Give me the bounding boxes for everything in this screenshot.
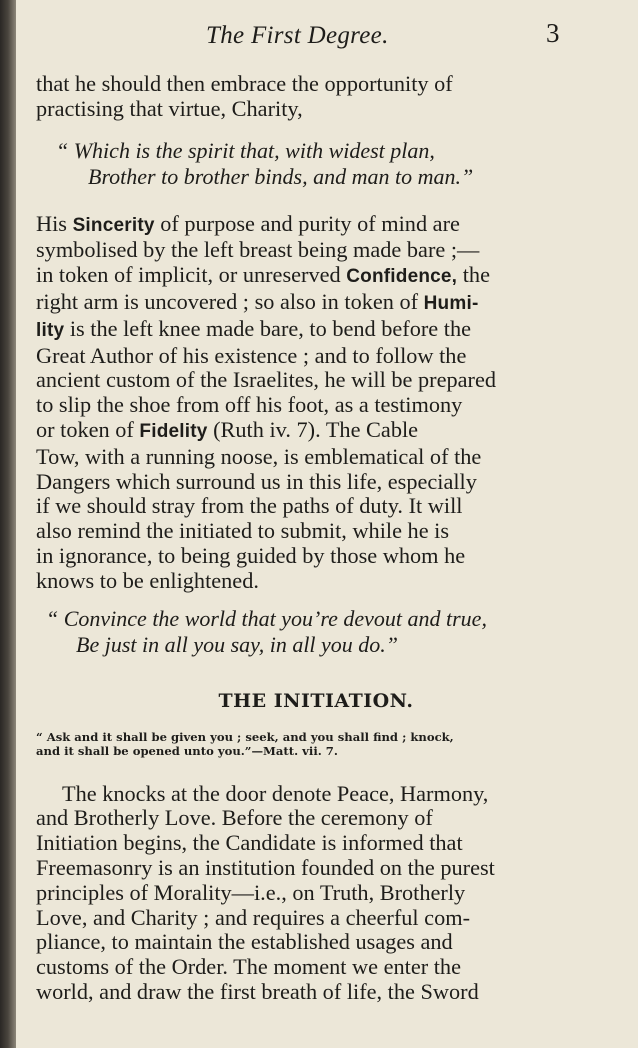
verse-line: “ Convince the world that you’re devout and true, [46, 605, 487, 631]
text-line [36, 393, 596, 418]
symbolism-paragraph [36, 212, 596, 594]
text-line: and Brotherly Love. Before the ceremony of [36, 805, 433, 831]
text-run: symbolised by the left breast being made bare ;— [36, 237, 480, 263]
verse-quote-convince [36, 606, 596, 658]
text-line: practising that virtue, Charity, [36, 95, 303, 121]
text-line [36, 368, 596, 393]
text-run: right arm is uncovered ; so also in token of [36, 288, 424, 314]
verse-line: Be just in all you say, in all you do.” [76, 631, 399, 657]
keyword: Humi- [423, 292, 479, 314]
text-line [36, 290, 596, 317]
text-line [36, 445, 596, 470]
text-run: (Ruth iv. 7). The Cable [207, 416, 419, 442]
text-line: The knocks at the door denote Peace, Harmony, [62, 780, 489, 806]
text-line [36, 470, 596, 495]
text-run: Dangers which surround us in this life, especially [36, 468, 477, 494]
text-line [36, 344, 596, 369]
text-run: in ignorance, to being guided by those whom he [36, 542, 466, 568]
keyword: Fidelity [139, 420, 208, 442]
text-line [36, 317, 596, 344]
text-line [36, 519, 596, 544]
initiation-paragraph [36, 782, 596, 1005]
text-line [36, 263, 596, 290]
text-run: to slip the shoe from off his foot, as a testimony [36, 392, 463, 418]
text-line [36, 238, 596, 263]
text-line [36, 544, 596, 569]
text-run: is the left knee made bare, to bend before the [64, 315, 472, 341]
verse-line: Brother to brother binds, and man to man.” [88, 163, 474, 189]
text-line: that he should then embrace the opportunity of [36, 71, 453, 96]
section-heading: THE INITIATION. [218, 689, 414, 712]
keyword: Sincerity [72, 214, 155, 236]
text-line [36, 418, 596, 445]
text-run: His [36, 210, 73, 236]
running-head-title: The First Degree. [206, 22, 389, 49]
book-page [16, 0, 638, 1048]
scripture-epigraph [36, 730, 596, 758]
keyword: lity [36, 319, 65, 341]
epigraph-line: and it shall be opened unto you.”—Matt. vii. 7. [36, 743, 338, 758]
book-spine-shadow [0, 0, 16, 1048]
text-run: knows to be enlightened. [36, 567, 259, 593]
text-line: customs of the Order. The moment we enter the [36, 954, 461, 980]
text-run: Tow, with a running noose, is emblematical of the [36, 443, 482, 469]
text-line: Initiation begins, the Candidate is informed that [36, 830, 463, 856]
page-number: 3 [546, 18, 560, 48]
text-run: if we should stray from the paths of duty. It will [36, 493, 463, 519]
text-line [36, 494, 596, 519]
running-head [16, 18, 638, 58]
text-line: world, and draw the first breath of life, the Sword [36, 978, 479, 1004]
text-run: also remind the initiated to submit, while he is [36, 518, 450, 544]
text-run: in token of implicit, or unreserved [36, 262, 347, 288]
text-line: Freemasonry is an institution founded on the purest [36, 854, 495, 880]
keyword: Confidence, [346, 266, 458, 288]
text-line: pliance, to maintain the established usages and [36, 929, 453, 955]
verse-line: “ Which is the spirit that, with widest plan, [56, 137, 435, 163]
text-run: the [457, 262, 490, 288]
page-body [36, 72, 596, 1005]
text-run: Great Author of his existence ; and to follow the [36, 342, 467, 368]
intro-text [36, 72, 596, 122]
text-run: of purpose and purity of mind are [154, 210, 460, 236]
verse-quote-spirit [36, 138, 596, 190]
text-line: principles of Morality—i.e., on Truth, Brotherly [36, 879, 466, 905]
text-line [36, 569, 596, 594]
text-line [36, 212, 596, 239]
epigraph-line: “ Ask and it shall be given you ; seek, and you shall find ; knock, [36, 729, 454, 744]
text-run: ancient custom of the Israelites, he will be prepared [36, 367, 497, 393]
text-run: or token of [36, 416, 140, 442]
text-line: Love, and Charity ; and requires a cheerful com- [36, 904, 470, 930]
